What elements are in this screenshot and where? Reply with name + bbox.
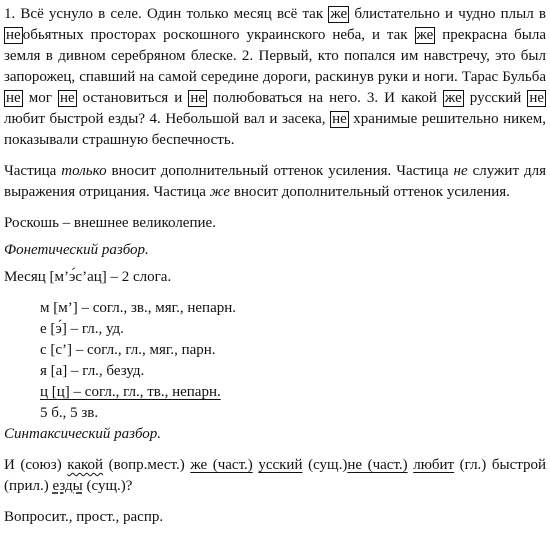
attribute-underline: какой bbox=[67, 457, 104, 473]
particle-box: не bbox=[529, 90, 544, 106]
document-page bbox=[4, 4, 546, 528]
particle-underline: не (част.) bbox=[347, 457, 408, 473]
sentence-characteristics: Вопросит., прост., распр. bbox=[4, 509, 164, 525]
letter-line: ц [ц] – согл., гл., тв., непарн. bbox=[40, 384, 221, 400]
particle-box: не bbox=[332, 111, 347, 127]
phonetic-heading: Фонетический разбор. bbox=[4, 242, 149, 258]
syntax-analysis: И (союз) какой (вопр.мест.) же (част.) усский (сущ.)не (част.) любит (гл.) быстрой (прил.) езды (сущ.)? bbox=[4, 457, 547, 494]
syntax-heading: Синтаксический разбор. bbox=[4, 426, 162, 442]
object-underline: езды bbox=[52, 478, 83, 494]
particle-box: же bbox=[444, 90, 462, 106]
letter-line: м [м’] – согл., зв., мяг., непарн. bbox=[40, 300, 237, 316]
particle-box: не bbox=[190, 90, 206, 106]
word-meaning: Роскошь – внешнее великолепие. bbox=[4, 215, 216, 231]
phonetic-word: Месяц [м’э́с’ац] – 2 слога. bbox=[4, 269, 172, 285]
letter-summary: 5 б., 5 зв. bbox=[40, 405, 99, 421]
particle-underline: же (част.) bbox=[190, 457, 253, 473]
subject-underline: усский bbox=[258, 457, 303, 473]
particles-explanation: Частица только вносит дополнительный оттенок усиления. Частица не служит для выражения отрицания. Частица же вносит дополнительный оттенок усиления. bbox=[4, 163, 546, 200]
particle-box: же bbox=[416, 27, 434, 43]
exercise-text: 1. Всё уснуло в селе. Один только месяц всё так же блистательно и чудно плыл в не обьятных просторах роскошного украинского неба, и так же прекрасна была земля в дивном серебряном блеске. 2. Первый, кто попался им навстречу, это был запорожец, спавший на самой середине дороги, раскинув руки и ноги. Тарас Бульба не мог не остановиться и не полюбоваться на него. 3. И какой же русский не любит быстрой езды? 4. Небольшой вал и засека, не хранимые решительно никем, показывали страшную беспечность. bbox=[4, 6, 546, 148]
predicate-underline: любит bbox=[413, 457, 455, 473]
particle-box: не bbox=[6, 90, 21, 106]
prefix-box: не bbox=[6, 27, 21, 43]
particle-box: не bbox=[59, 90, 75, 106]
letter-line: я [а] – гл., безуд. bbox=[40, 363, 145, 379]
letter-line: е [э́] – гл., уд. bbox=[40, 321, 124, 337]
letter-line: с [с’] – согл., гл., мяг., парн. bbox=[40, 342, 216, 358]
particle-box: же bbox=[330, 6, 348, 22]
